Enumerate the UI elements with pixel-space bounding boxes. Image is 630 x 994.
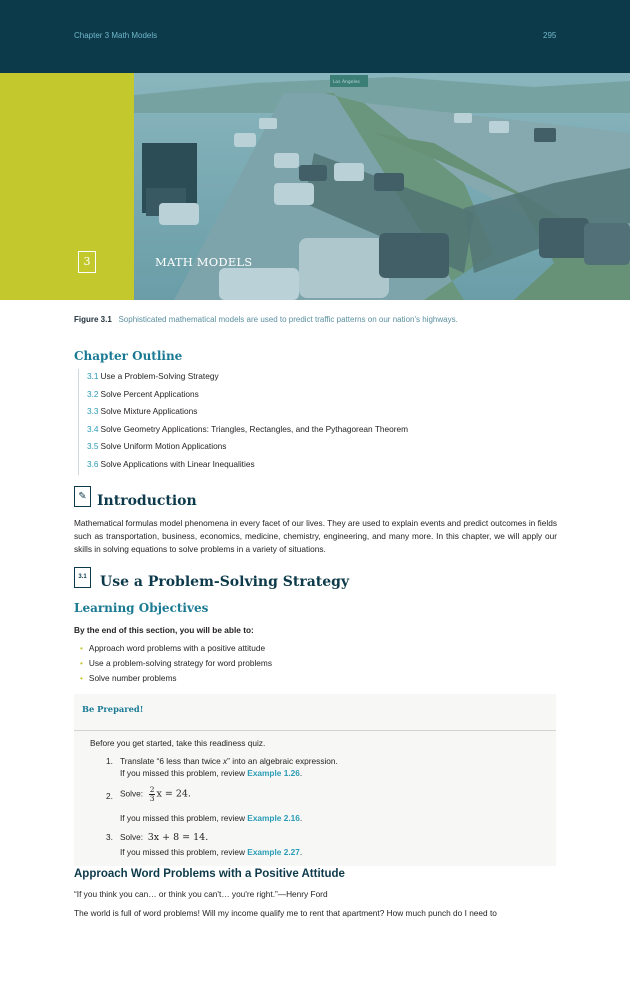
period: .: [299, 847, 303, 857]
chapter-outline-heading: Chapter Outline: [74, 349, 183, 363]
objectives-intro: By the end of this section, you will be able to:: [74, 625, 254, 635]
chapter-color-band: [0, 73, 134, 300]
outline-item[interactable]: [87, 422, 558, 440]
outline-item-number[interactable]: 3.6: [87, 458, 99, 469]
example-link[interactable]: Example 2.27: [247, 847, 300, 857]
outline-item-text[interactable]: Solve Applications with Linear Inequalities: [100, 458, 255, 469]
chapter-title: MATH MODELS: [155, 255, 253, 269]
review-text: If you missed this problem, review: [120, 768, 245, 778]
outline-item[interactable]: [87, 387, 558, 405]
introduction-paragraph: Mathematical formulas model phenomena in every facet of our lives. They are used to explain events and predict outcomes in fields such as transportation, business, economics, medicine, chemistry, engineering, and many more. In this chapter, we will apply our skills in solving equations to solve problems in a variety of situations.: [74, 518, 557, 554]
page-number: 295: [543, 31, 557, 40]
outline-item-number[interactable]: 3.1: [87, 371, 99, 381]
objectives-list: [80, 642, 272, 687]
objective-text: Solve number problems: [88, 673, 177, 683]
figure-caption: [74, 315, 458, 324]
fraction-denominator: 3: [149, 794, 155, 803]
question-text-end: ” into an algebraic expression.: [227, 756, 338, 766]
question-text: Solve:: [120, 832, 144, 842]
objective-text: Use a problem-solving strategy for word problems: [88, 658, 272, 668]
outline-item-text[interactable]: Solve Uniform Motion Applications: [100, 441, 227, 452]
outline-item-number[interactable]: 3.2: [87, 388, 99, 399]
review-line-1: [120, 767, 302, 779]
be-prepared-heading: Be Prepared!: [82, 704, 144, 714]
list-item: [80, 672, 272, 687]
outline-item[interactable]: [87, 404, 558, 422]
question-number: 2.: [106, 791, 113, 801]
outline-item-text[interactable]: Solve Mixture Applications: [100, 406, 198, 417]
outline-item-number[interactable]: 3.4: [87, 423, 99, 434]
outline-item[interactable]: [87, 369, 558, 387]
subsection-heading: Approach Word Problems with a Positive Attitude: [74, 868, 345, 880]
introduction-heading: Introduction: [97, 493, 197, 509]
chapter-outline-list: [78, 369, 558, 475]
section-badge: 3.1: [74, 567, 91, 588]
be-prepared-header: [74, 694, 556, 731]
outline-item-number[interactable]: 3.3: [87, 406, 99, 417]
outline-item-number[interactable]: 3.5: [87, 441, 99, 452]
variable-x: x: [223, 756, 228, 766]
outline-item[interactable]: [87, 439, 558, 457]
learning-objectives-heading: Learning Objectives: [74, 601, 209, 615]
henry-ford-quote: “If you think you can… or think you can't… you're right.”—Henry Ford: [74, 889, 328, 899]
chapter-number-badge: 3: [78, 251, 96, 273]
figure-caption-text: Sophisticated mathematical models are used to predict traffic patterns on our nation's highways.: [118, 315, 458, 324]
bullet-icon: •: [80, 673, 83, 683]
review-line-3: [120, 846, 302, 858]
list-item: [80, 657, 272, 672]
fraction-numerator: 2: [149, 785, 155, 794]
review-text: If you missed this problem, review: [120, 813, 245, 823]
period: .: [299, 768, 303, 778]
outline-item-text[interactable]: Solve Percent Applications: [100, 388, 199, 399]
be-prepared-box: [74, 694, 556, 866]
outline-item-text[interactable]: Solve Geometry Applications: Triangles, Rectangles, and the Pythagorean Theorem: [100, 423, 409, 434]
question-number: 1.: [106, 756, 113, 766]
question-number: 3.: [106, 832, 113, 842]
bullet-icon: •: [80, 643, 83, 653]
equation: x = 24.: [156, 788, 191, 800]
pencil-icon: ✎: [74, 486, 91, 507]
bullet-icon: •: [80, 658, 83, 668]
body-paragraph: The world is full of word problems! Will my income qualify me to rent that apartment? How much punch do I need to: [74, 908, 497, 918]
period: .: [299, 813, 303, 823]
example-link[interactable]: Example 2.16: [247, 813, 300, 823]
fraction: [149, 786, 156, 803]
highway-sign: Los Angeles: [333, 80, 360, 85]
figure-label: Figure 3.1: [74, 315, 112, 324]
list-item: [80, 642, 272, 657]
readiness-intro: Before you get started, take this readiness quiz.: [90, 738, 266, 748]
question-text: Translate “6 less than twice: [120, 756, 223, 766]
example-link[interactable]: Example 1.26: [247, 768, 300, 778]
page-header: [0, 0, 630, 73]
equation: 3x + 8 = 14.: [147, 832, 209, 843]
question-text: Solve:: [120, 788, 144, 799]
objective-text: Approach word problems with a positive attitude: [88, 643, 266, 653]
running-head: Chapter 3 Math Models: [74, 31, 158, 40]
review-line-2: [120, 812, 302, 824]
review-text: If you missed this problem, review: [120, 847, 245, 857]
outline-item[interactable]: [87, 457, 558, 475]
section-heading: Use a Problem-Solving Strategy: [100, 574, 350, 590]
outline-item-text[interactable]: Use a Problem-Solving Strategy: [100, 371, 219, 381]
